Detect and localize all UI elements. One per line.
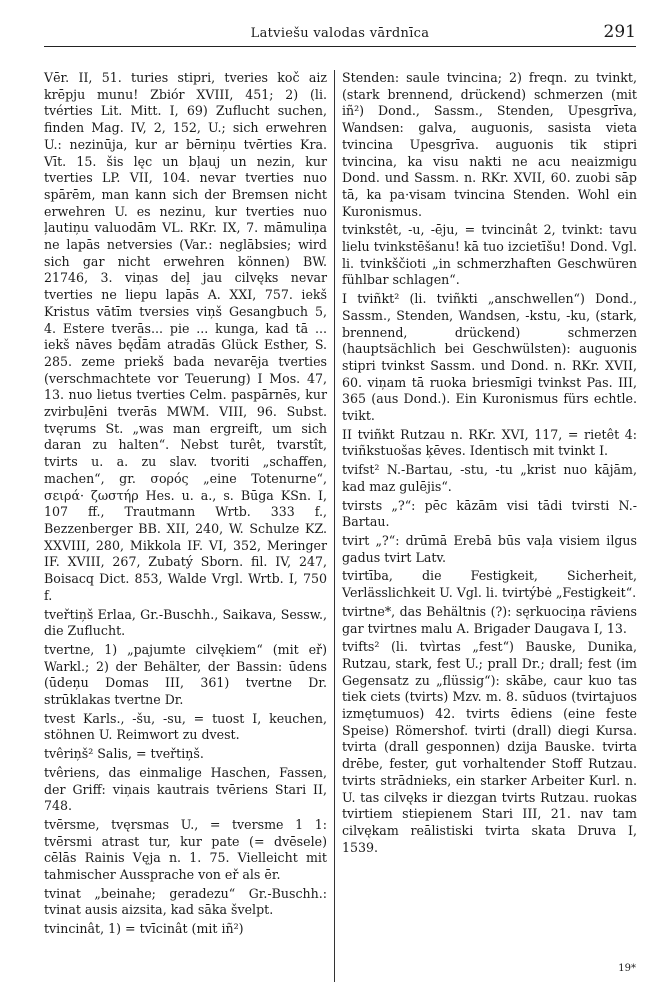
entry-tveriens: tvêriens, das einmalige Haschen, Fassen, der Griff: viņais kautrais tvēriens Stari II, 748. [44,764,327,814]
entry-tvirtiba: tvirtība, die Festigkeit, Sicherheit, Verlässlichkeit U. Vgl. li. tvirtýbė „Festigkeit“. [342,568,637,601]
entry-tvinkt-1: I tviñkt² (li. tviñkti „anschwellen“) Dond., Sassm., Stenden, Wandsen, -kstu, -ku, (stark, brennend, drückend) schmerzen (hauptsächlich bei Geschwülsten): auguonis stipri tvinkst Sassm. und Dond. n. RKr. XVII, 60. viņam tā ruoka briesmīgi tvinkst Pas. III, 365 (aus Dond.). Ein Kuronismus fürs echtle. tvikt. [342,291,637,424]
left-column [44,70,327,938]
entry-tvinkstet: tvinkstêt, -u, -ēju, = tvincinât 2, tvinkt: tavu lielu tvinkstēšanu! kā tuo izcietīšu! Dond. Vgl. li. tvinkščioti „in schmerzhaften Geschwüren fühlbar schlagen“. [342,222,637,288]
entry-tvirst: tvifst² N.-Bartau, -stu, -tu „krist nuo kājām, kad maz gulējis“. [342,462,637,494]
entry-tvest: tvest Karls., -šu, -su, = tuost I, keuchen, stöhnen U. Reimwort zu dvest. [44,710,327,743]
page-number: 291 [603,22,636,42]
signature-mark: 19* [618,963,636,974]
running-title: Latviešu valodas vārdnīca [250,26,430,41]
page-header [44,20,636,47]
entry-continuation: Vēr. II, 51. turies stipri, tveries koč aiz krēpju munu! Zbiór XVIII, 451; 2) (li. tvérties Lit. Mitt. I, 69) Zuflucht suchen, finden Mag. IV, 2, 152, U.; sich erwehren U.: nezinūja, kur ar bērniņu tvērties Kra. Vīt. 15. šis lęc un bļauj un nezin, kur tverties LP. VII, 104. nevar tverties nuo spārēm, man kann sich der Bremsen nicht erwehren U. es nezinu, kur tverties nuo ļautiņu valuodām VL. RKr. IX, 7. māmuliņa ne lapās netversies (Var.: neglābsies; wird sich gar nicht erwehren können) BW. 21746, 3. viņas deļ jau cilvęks nevar tverties ne liepu lapās A. XXI, 757. iekš Kristus vātīm tversies viņš Gesangbuch 5, 4. Estere tverās... pie ... kunga, kad tā ... iekš nāves będ̄ām atradās Glück Esther, S. 285. zeme priekš bada nevarēja tverties (verschmachtete vor Teuerung) I Mos. 47, 13. nuo lietus tverties Celm. paspārnēs, kur zvirbuļēni tverās MWM. VIII, 96. Subst. tvęrums St. „was man ergreift, um sich daran zu halten“. Nebst turêt, tvarstît, tvirts u. a. zu slav. tvoriti „schaffen, machen“, gr. σορός „eine Totenurne“, σειρά· ζωστήρ Hes. u. a., s. Būga KSn. I, 107 ff., Trautmann Wrtb. 333 f., Bezzenberger BB. XII, 240, W. Schulze KZ. XXVIII, 280, Mikkola IF. VI, 352, Meringer IF. XVIII, 267, Zubatý Sborn. fil. IV, 247, Boisacq Dict. 853, Walde Vrgl. Wrtb. I, 750 f. [44,70,327,603]
entry-tvinkt-2: II tviñkt Rutzau n. RKr. XVI, 117, = rietêt 4: tviñkstuošas ķēves. Identisch mit tvinkt I. [342,426,637,459]
column-divider [334,70,335,982]
entry-tverins: tvêriņš² Salis, = tveřtiņš. [44,746,204,762]
entry-tvirsts: tvirsts „?“: pēc kāzām visi tādi tvirsti N.-Bartau. [342,497,637,530]
entry-tvincinat: tvincinât, 1) = tvīcinât (mit iñ²) [44,921,244,937]
entry-tversme: tvērsme, tvęrsmas U., = tversme 1 1: tvērsmi atrast tur, kur pate (= dvēsele) cēlās Rainis Vęja n. 1. 75. Vielleicht mit tahmischer Aussprache von eř als ēr. [44,816,327,883]
entry-tvirtne: tvirtne*, das Behältnis (?): sęrkuociņa rāviens gar tvirtnes malu A. Brigader Daugava I, 13. [342,603,637,636]
entry-tvirt: tvirt „?“: drūmā Erebā būs vaļa visiem ilgus gadus tvirt Latv. [342,532,637,565]
entry-continuation: Stenden: saule tvincina; 2) freqn. zu tvinkt, (stark brennend, drückend) schmerzen (mit iñ²) Dond., Sassm., Stenden, Upesgrīva, Wandsen: galva, auguonis, sasista vieta tvincina Upesgrīva. auguonis tik stipri tvincina, ka visu nakti ne acu neaizmigu Dond. und Sassm. n. RKr. XVII, 60. zuobi sāp tā, ka pa·visam tvincina Stenden. Wohl ein Kuronismus. [342,70,637,219]
entry-tvertins: tveřtiņš Erlaa, Gr.-Buschh., Saikava, Sessw., die Zuflucht. [44,606,327,639]
entry-tvinat: tvinat „beinahe; geradezu“ Gr.-Buschh.: tvinat ausis aizsita, kad sāka švelpt. [44,885,327,918]
entry-tvirts: tvifts² (li. tvìrtas „fest“) Bauske, Dunika, Rutzau, stark, fest U.; prall Dr.; drall; fest (im Gegensatz zu „flüssig“): skābe, caur kuo tas tiek ciets (tvirts) Mzv. m. 8. sūduos (tvirtajuos izmętumuos) 42. tvirts ēdiens (eine feste Speise) Römershof. tvirti (drall) diegi Kursa. tvirta (drall gesponnen) dzija Bauske. tvirta drēbe, fester, gut vorhaltender Stoff Rutzau. tvirts strādnieks, ein starker Arbeiter Kurl. n. U. tas cilvęks ir diezgan tvirts Rutzau. ruokas tvirtiem stiepienem Stari III, 21. nav tam cilvękam reālistiski tvirta skata Druva I, 1539. [342,639,637,855]
entry-tvertne: tvertne, 1) „pajumte cilvękiem“ (mit eř) Warkl.; 2) der Behälter, der Bassin: ūdens (ūdeņu Domas III, 361) tvertne Dr. strūklakas tvertne Dr. [44,641,327,708]
right-column [342,70,637,856]
